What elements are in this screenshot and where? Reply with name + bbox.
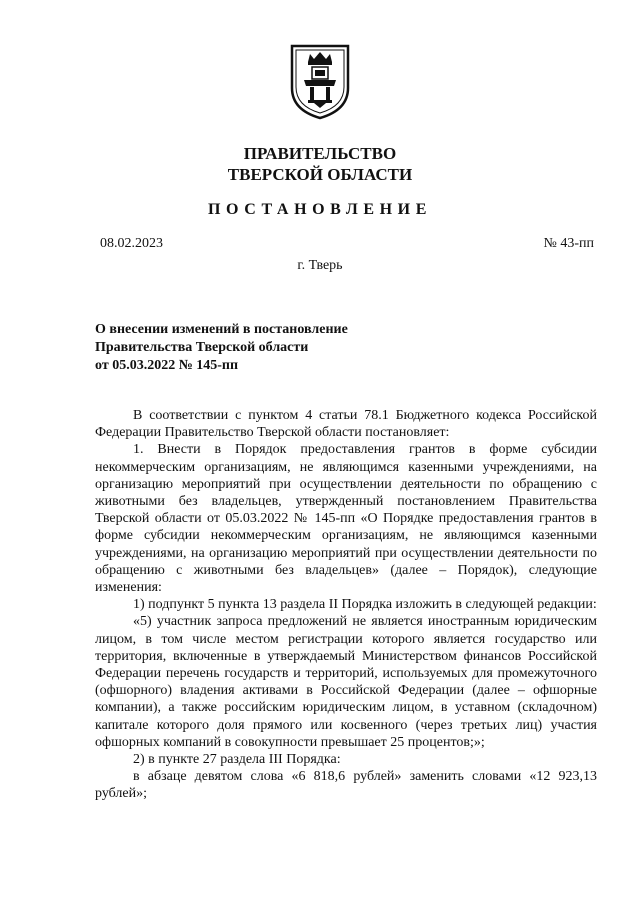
body-paragraph-subitem-2: 2) в пункте 27 раздела III Порядка: — [133, 752, 341, 768]
subject-line-3: от 05.03.2022 № 145-пп — [95, 358, 239, 373]
document-number: № 43-пп — [543, 236, 594, 251]
body-paragraph-replacement: в абзаце девятом слова «6 818,6 рублей» заменить словами «12 923,13 рублей»; — [95, 769, 597, 802]
body-paragraph-new-wording: «5) участник запроса предложений не является иностранным юридическим лицом, в том числе местом регистрации которого является государство или территория, включенные в утверждаемый Министерством финансов Российской Федерации перечень государств и территорий, используемых для промежуточного (офшорного) владения активами в Российской Федерации (далее – офшорные компании), а также российским юридическим лицом, в уставном (складочном) капитале которого доля прямого или косвенного (через третьих лиц) участия офшорных компаний в совокупности превышает 25 процентов;»; — [95, 614, 597, 750]
coat-of-arms-emblem — [286, 40, 354, 120]
document-body — [95, 407, 597, 803]
body-paragraph-item-1: 1. Внести в Порядок предоставления грантов в форме субсидии некоммерческим организациям, не являющимся казенными учреждениями, на организацию мероприятий при осуществлении деятельности по обращению с животными без владельцев, утвержденный постановлением Правительства Тверской области от 05.03.2022 № 145-пп «О Порядке предоставления грантов в форме субсидии некоммерческим организациям, не являющимся казенными учреждениями, на организацию мероприятий при осуществлении деятельности по обращению с животными без владельцев» (далее – Порядок), следующие изменения: — [95, 442, 597, 596]
subject-line-2: Правительства Тверской области — [95, 340, 309, 355]
body-paragraph-subitem-1: 1) подпункт 5 пункта 13 раздела II Порядка изложить в следующей редакции: — [133, 597, 597, 613]
document-date: 08.02.2023 — [100, 236, 163, 251]
document-city: г. Тверь — [297, 258, 343, 273]
org-name-line1: ПРАВИТЕЛЬСТВО — [243, 144, 397, 163]
subject-line-1: О внесении изменений в постановление — [95, 322, 348, 337]
org-name-line2: ТВЕРСКОЙ ОБЛАСТИ — [227, 165, 413, 184]
body-paragraph-preamble: В соответствии с пунктом 4 статьи 78.1 Бюджетного кодекса Российской Федерации Правительство Тверской области постановляет: — [95, 408, 597, 441]
document-type-heading: ПОСТАНОВЛЕНИЕ — [208, 201, 432, 218]
document-subject — [95, 321, 348, 375]
